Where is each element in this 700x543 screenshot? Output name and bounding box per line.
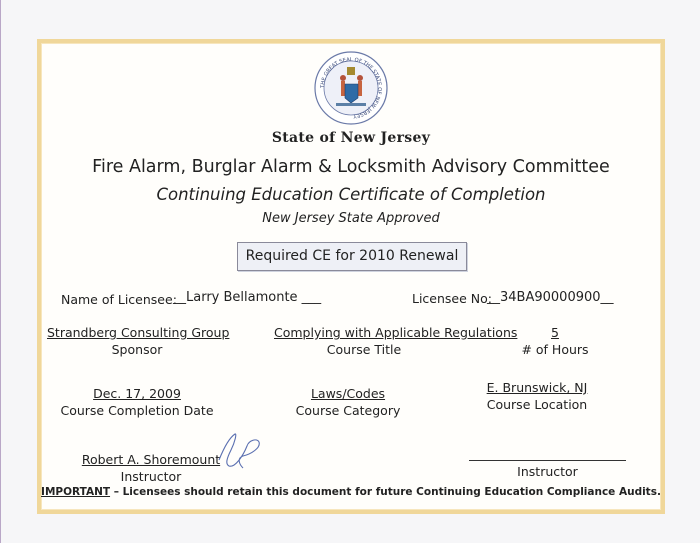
course-title-value: Complying with Applicable Regulations: [274, 325, 518, 340]
licensee-name-value: __Larry Bellamonte ___: [173, 290, 322, 305]
category-field: [258, 385, 438, 419]
hours-label: # of Hours: [521, 342, 589, 357]
seal-text: THE GREAT SEAL OF THE STATE OF NEW JERSEY: [319, 56, 383, 119]
completion-date-field: [47, 385, 227, 419]
instructor-right-signature-line: [469, 460, 626, 461]
instructor-left: [81, 451, 221, 485]
certificate-title: Continuing Education Certificate of Completion: [156, 185, 546, 204]
sponsor-label: Sponsor: [111, 342, 163, 357]
location-label: Course Location: [486, 397, 588, 412]
important-lead: IMPORTANT: [41, 486, 111, 498]
completion-date-label: Course Completion Date: [60, 403, 214, 418]
instructor-right-label: Instructor: [517, 464, 578, 479]
sponsor-field: [47, 324, 230, 358]
completion-date-value: Dec. 17, 2009: [93, 386, 181, 401]
instructor-signature-icon: [213, 430, 263, 474]
category-value: Laws/Codes: [310, 386, 386, 401]
hours-value: 5: [551, 325, 559, 340]
licensee-name-label: Name of Licensee:: [61, 292, 177, 307]
hours-field: [465, 324, 645, 358]
important-notice: [1, 486, 700, 498]
location-field: [447, 379, 627, 413]
important-text: – Licensees should retain this document for future Continuing Education Compliance Audits.: [110, 486, 661, 498]
instructor-left-label: Instructor: [120, 469, 182, 484]
renewal-box: Required CE for 2010 Renewal: [237, 242, 467, 271]
instructor-right: [469, 464, 626, 479]
course-title-field: [274, 324, 518, 358]
instructor-left-name: Robert A. Shoremount: [81, 452, 221, 467]
course-title-label: Course Title: [326, 342, 402, 357]
sponsor-value: Strandberg Consulting Group: [47, 325, 230, 340]
licensee-number-label: Licensee No:: [412, 291, 492, 306]
category-label: Course Category: [295, 403, 401, 418]
approval-note: New Jersey State Approved: [262, 211, 440, 226]
state-seal-icon: [314, 51, 388, 125]
location-value: E. Brunswick, NJ: [486, 380, 588, 395]
state-heading: State of New Jersey: [271, 130, 431, 146]
licensee-number-value: __34BA90000900__: [487, 290, 614, 305]
committee-title: Fire Alarm, Burglar Alarm & Locksmith Advisory Committee: [92, 157, 610, 177]
